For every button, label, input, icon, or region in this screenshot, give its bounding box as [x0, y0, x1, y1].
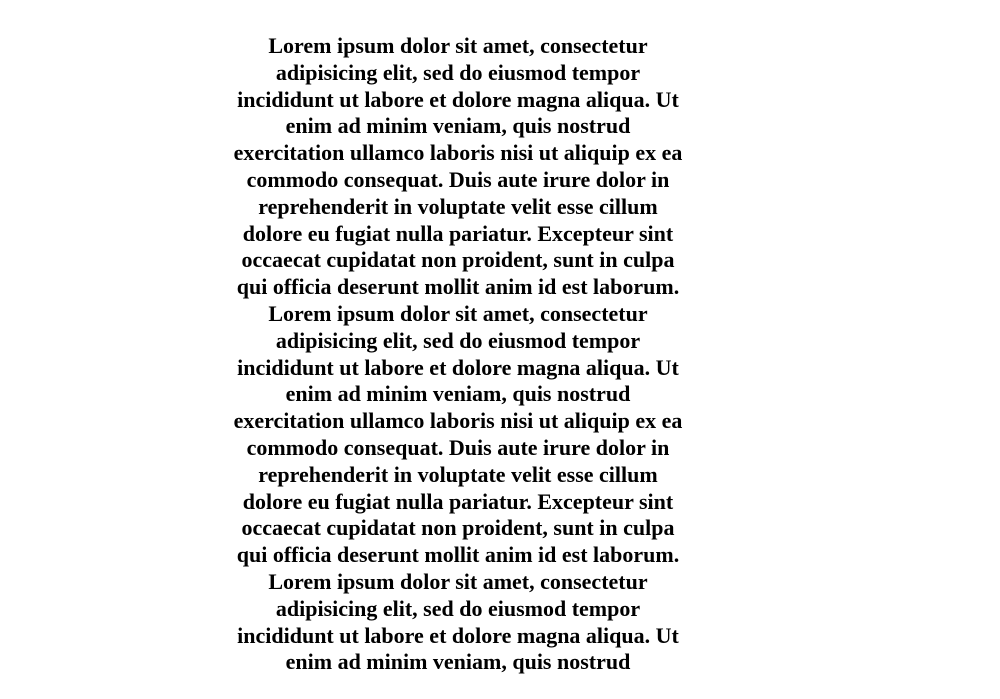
text-line: exercitation ullamco laboris nisi ut aliquip ex ea	[233, 408, 683, 434]
text-line: dolore eu fugiat nulla pariatur. Excepteur sint	[242, 488, 674, 514]
text-line: enim ad minim veniam, quis nostrud	[285, 381, 631, 407]
text-column	[218, 33, 698, 676]
text-line: Lorem ipsum dolor sit amet, consectetur	[268, 33, 648, 58]
text-line: reprehenderit in voluptate velit esse cillum	[258, 193, 658, 219]
text-line: dolore eu fugiat nulla pariatur. Excepteur sint	[242, 220, 674, 246]
text-line: qui officia deserunt mollit anim id est laborum.	[236, 542, 680, 568]
text-line: adipisicing elit, sed do eiusmod tempor	[275, 327, 641, 353]
text-line: incididunt ut labore et dolore magna aliqua. Ut	[237, 622, 679, 648]
text-line: exercitation ullamco laboris nisi ut aliquip ex ea	[233, 140, 683, 166]
text-line: qui officia deserunt mollit anim id est laborum.	[236, 274, 680, 300]
text-line: incididunt ut labore et dolore magna aliqua. Ut	[237, 354, 679, 380]
text-line: occaecat cupidatat non proident, sunt in culpa	[241, 247, 675, 273]
text-line: incididunt ut labore et dolore magna aliqua. Ut	[237, 86, 679, 112]
text-line: adipisicing elit, sed do eiusmod tempor	[275, 59, 641, 85]
text-line: commodo consequat. Duis aute irure dolor in	[246, 166, 670, 192]
text-line: reprehenderit in voluptate velit esse cillum	[258, 461, 658, 487]
text-line: enim ad minim veniam, quis nostrud	[285, 113, 631, 139]
text-line: Lorem ipsum dolor sit amet, consectetur	[268, 568, 648, 594]
text-line: adipisicing elit, sed do eiusmod tempor	[275, 595, 641, 621]
text-line: Lorem ipsum dolor sit amet, consectetur	[268, 300, 648, 326]
text-line: enim ad minim veniam, quis nostrud	[285, 649, 631, 675]
text-line: commodo consequat. Duis aute irure dolor in	[246, 434, 670, 460]
text-line: occaecat cupidatat non proident, sunt in culpa	[241, 515, 675, 541]
